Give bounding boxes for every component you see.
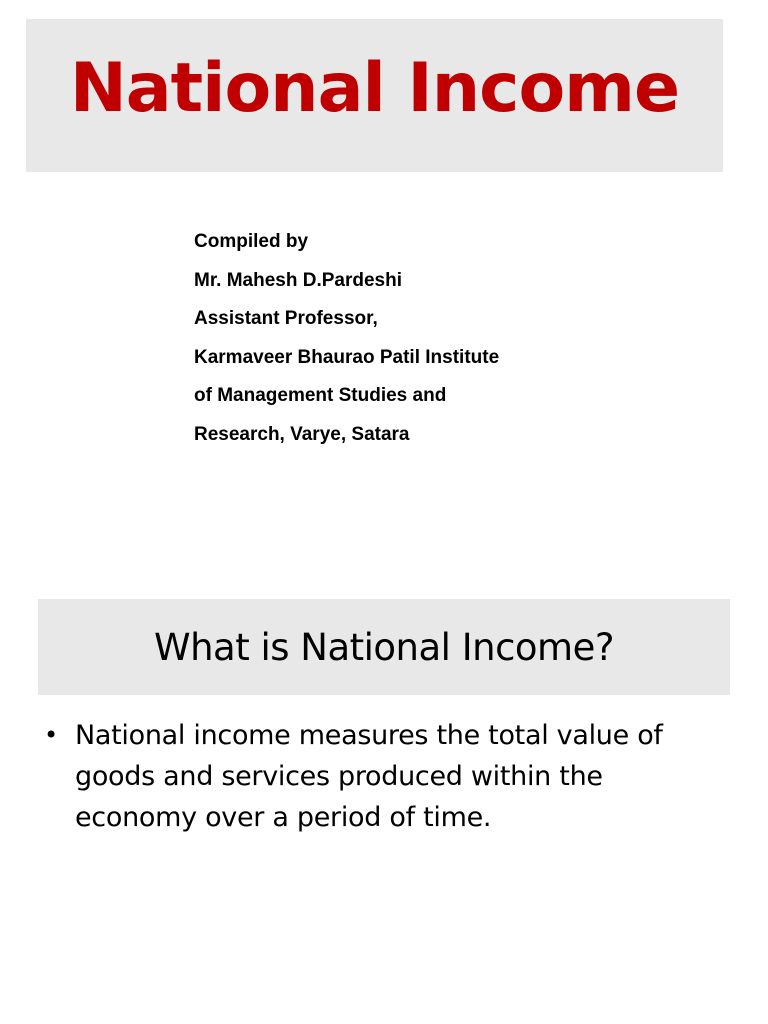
- bullet-list: [44, 715, 724, 838]
- bullet-dot-icon: •: [44, 721, 58, 749]
- list-item: [44, 715, 724, 838]
- credits-line-institute-cont: of Management Studies and: [194, 385, 447, 406]
- section-banner: [38, 599, 730, 695]
- credits-line-designation: Assistant Professor,: [194, 308, 378, 329]
- bullet-text: National income measures the total value of goods and services produced within the economy over a period of time.: [75, 720, 663, 833]
- credits-line-author: Mr. Mahesh D.Pardeshi: [194, 269, 403, 291]
- page-title: National Income: [69, 49, 680, 128]
- credits-line-location: Research, Varye, Satara: [194, 423, 410, 445]
- credits-line-institute: Karmaveer Bhaurao Patil Institute: [194, 346, 500, 368]
- title-banner: [26, 19, 723, 172]
- credits-block: [194, 226, 614, 457]
- credits-line-compiled-by: Compiled by: [194, 231, 309, 252]
- section-heading: What is National Income?: [153, 625, 615, 669]
